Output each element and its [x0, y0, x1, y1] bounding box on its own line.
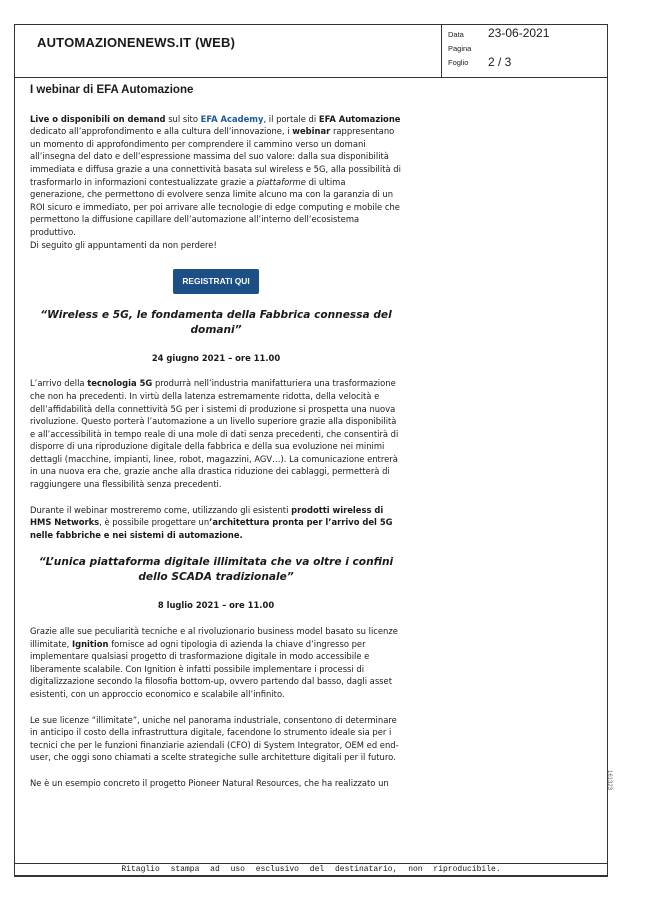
intro-emphasis: Live o disponibili on demand — [30, 113, 166, 124]
foglio-label: Foglio — [448, 58, 469, 67]
event1-emphasis: ’architettura pronta per l’arrivo del 5G nelle fabbriche e nei sistemi di automazione. — [30, 517, 393, 540]
event2-text: Grazie alle sue peculiarità tecniche e al rivoluzionario business model basato su licenze illimitate, — [30, 626, 398, 649]
intro-text: sul sito — [165, 113, 201, 124]
article-headline: I webinar di EFA Automazione — [30, 84, 194, 96]
event2-text: fornisce ad ogni tipologia di azienda la chiave d’ingresso per implementare qualsiasi progetto di trasformazione digitale in modo accessibile e liberamente scalabile. Con Ignition è infatti possibile implementare i processi di digitalizzazione secondo la filosofia bottom-up, ovvero partendo dal basso, dagli asset esistenti, con un approccio economico e scalabile all’infinito. — [30, 638, 392, 699]
intro-emphasis: EFA Automazione — [318, 113, 401, 124]
foglio-value: 2 / 3 — [488, 55, 512, 69]
intro-text: dedicato all’approfondimento e alla cultura dell’innovazione, i — [30, 126, 293, 137]
event1-text: L’arrivo della — [30, 378, 88, 389]
event1-paragraph — [30, 377, 402, 490]
register-button[interactable]: REGISTRATI QUI — [173, 269, 258, 294]
event1-text: produrrà nell’industria manifatturiera una trasformazione che non ha precedenti. In virtù della latenza estremamente ridotta, della velocità e dell’affidabilità della connettività 5G per i sistemi di produzione si prospetta una nuova rivoluzione. Questo porterà l’automazione a un livello superiore grazie alla disponibilità e all’accessibilità in tempo reale di una mole di dati senza precedenti, che consentirà di disporre di una riproduzione digitale della fabbrica e della sua evoluzione nei minimi dettagli (macchine, impianti, linee, robot, magazzini, AGV…). La comunicazione entrerà in una nuova era che, grazie anche alla drastica riduzione dei cablaggi, permetterà di raggiungere una flessibilità senza precedenti. — [30, 378, 399, 490]
intro-italic: piattaforme — [256, 176, 306, 187]
event1-emphasis: prodotti wireless di HMS Networks — [30, 504, 384, 528]
event1-emphasis: tecnologia 5G — [87, 378, 153, 389]
event1-text: , è possibile progettare un — [99, 517, 210, 528]
footer-disclaimer: Ritaglio stampa ad uso esclusivo del destinatario, non riproducibile. — [14, 863, 608, 877]
meta-box — [441, 25, 608, 77]
event1-title: “Wireless e 5G, le fondamenta della Fabbrica connessa del domani” — [40, 308, 392, 336]
event2-title: “L’unica piattaforma digitale illimitata che va oltre i confini dello SCADA tradizionale” — [38, 556, 394, 584]
header-frame — [14, 24, 608, 78]
event2-paragraph-3: Ne è un esempio concreto il progetto Pioneer Natural Resources, che ha realizzato un — [30, 777, 389, 788]
intro-closing: Di seguito gli appuntamenti da non perdere! — [30, 239, 217, 250]
event1-date: 24 giugno 2021 – ore 11.00 — [151, 352, 281, 363]
event2-emphasis: Ignition — [71, 638, 109, 649]
efa-academy-link[interactable]: EFA Academy — [200, 113, 264, 124]
intro-text: , il portale di — [263, 113, 319, 124]
event1-text: Durante il webinar mostreremo come, utilizzando gli esistenti — [30, 504, 292, 515]
side-code: 161323 — [606, 770, 612, 791]
intro-text: di ultima generazione, che permettono di evolvere senza limite alcuno ma con la garanzia di un ROI sicuro e immediato, per poi arrivare alle tecnologie di edge computing e mobile che permettono la diffusione capillare dell’automazione all’interno dell’ecosistema produttivo. — [30, 176, 400, 237]
intro-paragraph — [30, 113, 402, 239]
data-label: Data — [448, 30, 464, 39]
event1-paragraph-2 — [30, 504, 402, 542]
intro-emphasis: webinar — [292, 126, 331, 137]
data-value: 23-06-2021 — [488, 26, 550, 40]
event2-paragraph — [30, 625, 402, 701]
pagina-label: Pagina — [448, 44, 472, 53]
article — [30, 84, 402, 790]
event2-date: 8 luglio 2021 – ore 11.00 — [157, 600, 275, 611]
cta-wrapper — [30, 269, 402, 294]
event2-paragraph-2: Le sue licenze “illimitate”, uniche nel panorama industriale, consentono di determinare in anticipo il costo della infrastruttura digitale, facendone lo strumento ideale sia per i tecnici che per le funzioni finanziarie aziendali (CFO) di System Integrator, OEM ed end-user, che oggi sono chiamati a scelte strategiche sulle architetture digitali per il futuro. — [30, 714, 399, 763]
intro-text: rappresentano un momento di approfondimento per comprendere il cammino verso un domani all’insegna del dato e dell’espressione massima del suo valore: dalla sua disponibilità immediata e diffusa grazie a una connettività basata sul wireless e 5G, alla possibilità di trasformarlo in informazioni contestualizzate grazie a — [30, 126, 401, 187]
source-title: AUTOMAZIONENEWS.IT (WEB) — [37, 35, 236, 50]
